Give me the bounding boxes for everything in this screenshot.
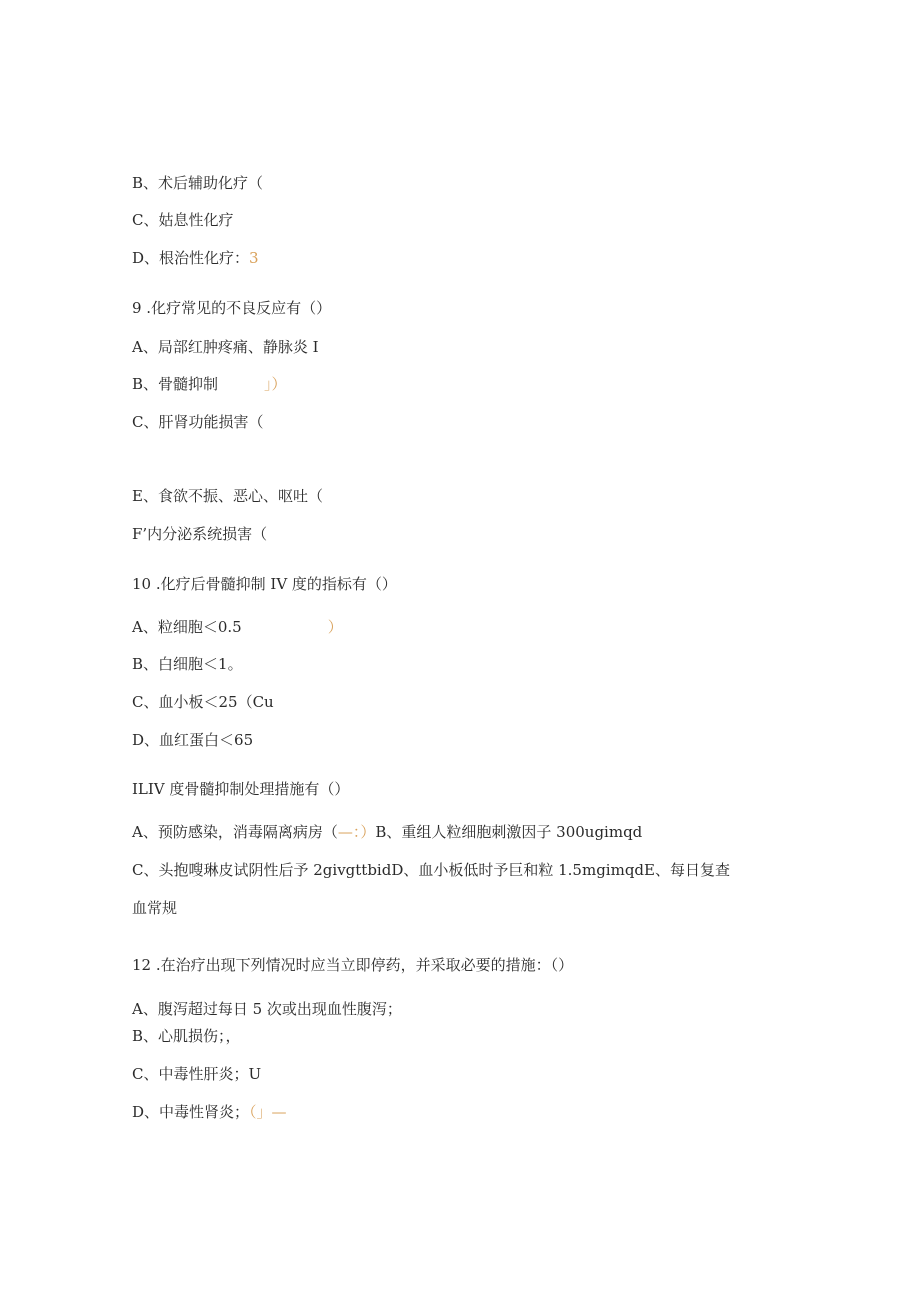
q12-option-c: C、中毒性肝炎；U [132, 1065, 262, 1083]
q11-line-1-a: A、预防感染，消毒隔离病房（ [132, 823, 338, 841]
q11-line-1-b: B、重组人粒细胞刺激因子 300ugimqd [375, 823, 643, 841]
q9-option-a: A、局部红肿疼痛、静脉炎 I [132, 338, 319, 356]
q8-option-d-mark: 3 [249, 249, 259, 267]
q10-option-a-mark: ） [327, 618, 343, 636]
q12-stem: 12 .在治疗出现下列情况时应当立即停药，并采取必要的措施：（） [132, 956, 574, 974]
q9-option-c: C、肝肾功能损害（ [132, 413, 264, 431]
q12-option-b: B、心肌损伤；， [132, 1027, 241, 1045]
q10-stem: 10 .化疗后骨髓抑制 IV 度的指标有（） [132, 575, 397, 593]
q10-option-a-text: A、粒细胞＜0.5 [132, 618, 242, 636]
q9-option-b-text: B、骨髓抑制 [132, 375, 219, 393]
q9-stem: 9 .化疗常见的不良反应有（） [132, 299, 332, 317]
q11-stem: ILIV 度骨髓抑制处理措施有（） [132, 780, 350, 798]
q10-option-b: B、白细胞＜1。 [132, 655, 243, 673]
q12-option-d-text: D、中毒性肾炎； [132, 1103, 250, 1121]
q12-option-d [132, 1102, 287, 1122]
q12-option-d-mark: （」— [249, 1103, 287, 1121]
q12-option-a: A、腹泻超过每日 5 次或出现血性腹泻； [132, 1000, 402, 1018]
q10-option-a [132, 617, 343, 637]
q9-option-f: F’内分泌系统损害（ [132, 525, 268, 543]
q9-option-b-mark: 」） [264, 375, 287, 393]
q11-line-3: 血常规 [132, 899, 178, 917]
q8-option-d [132, 248, 259, 268]
q10-option-d: D、血红蛋白＜65 [132, 731, 254, 749]
q9-option-e: E、食欲不振、恶心、呕吐（ [132, 487, 323, 505]
q8-option-c: C、姑息性化疗 [132, 211, 234, 229]
q11-line-2: C、头抱嗖琳皮试阴性后予 2givgttbidD、血小板低时予巨和粒 1.5mgimqdE、每日复查 [132, 861, 730, 879]
q11-line-1 [132, 822, 642, 842]
q10-option-c: C、血小板＜25（Cu [132, 693, 274, 711]
q8-option-d-text: D、根治性化疗： [132, 249, 250, 267]
q9-option-b [132, 374, 287, 394]
q11-line-1-mark: —：） [337, 823, 376, 841]
q8-option-b: B、术后辅助化疗（ [132, 174, 264, 192]
